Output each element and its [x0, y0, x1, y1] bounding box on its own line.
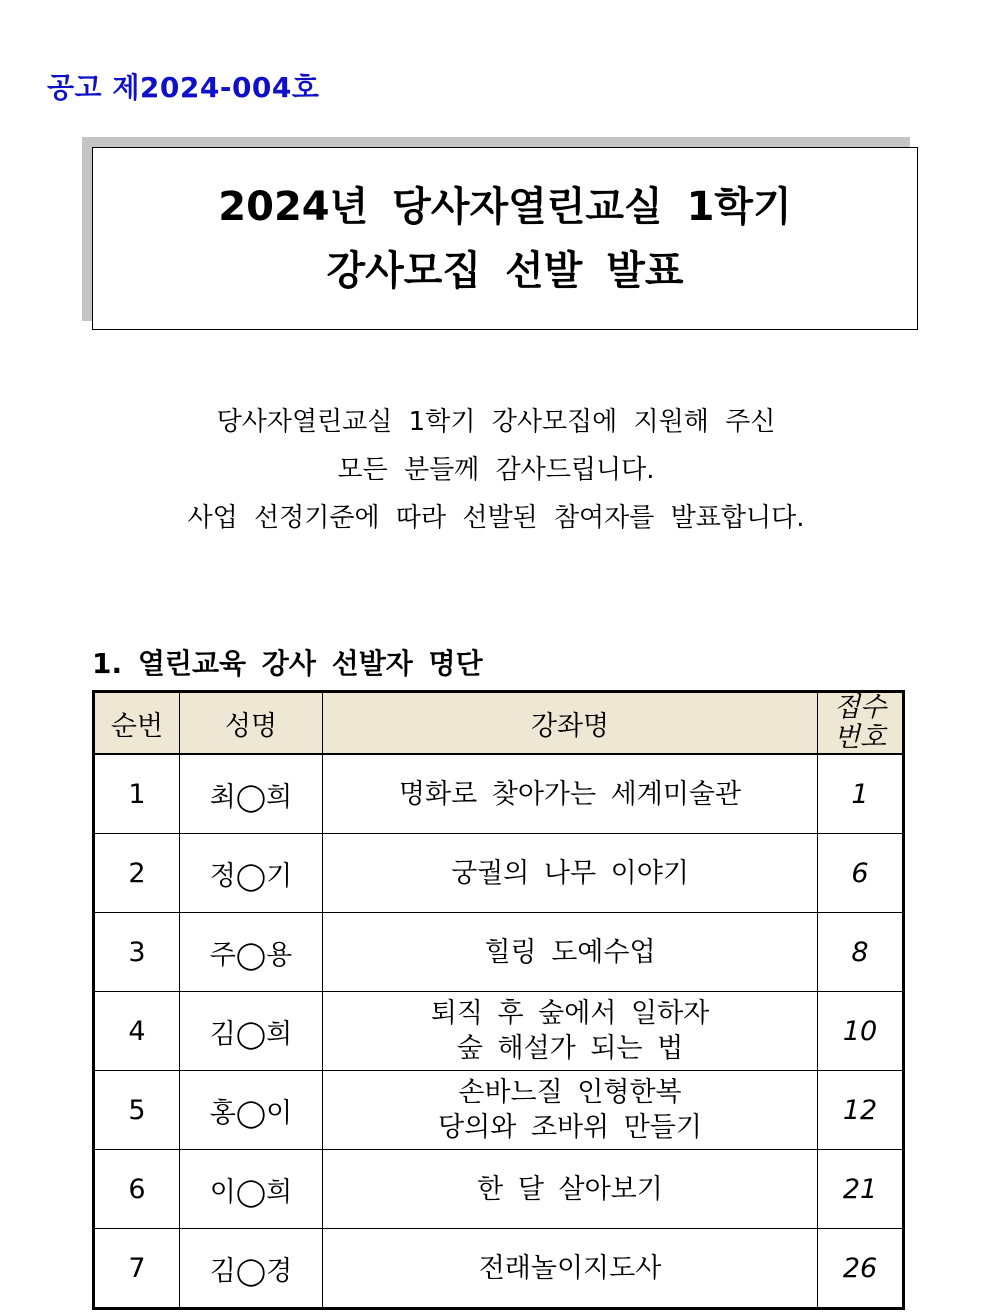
receipt-number: 6: [818, 834, 904, 913]
row-number: 6: [94, 1150, 180, 1229]
course-title-line: 당의와 조바위 만들기: [438, 1112, 702, 1143]
receipt-number: 21: [818, 1150, 904, 1229]
instructor-name: 정◯기: [180, 834, 323, 913]
course-title-line: 퇴직 후 숲에서 일하자: [430, 998, 710, 1029]
receipt-number: 1: [818, 754, 904, 834]
instructor-name: 김◯경: [180, 1229, 323, 1309]
course-title-line: 손바느질 인형한복: [458, 1077, 682, 1108]
title-line-1: 2024년 당사자열린교실 1학기: [218, 183, 792, 230]
course-title-line: 명화로 찾아가는 세계미술관: [398, 778, 742, 810]
course-title-line: 전래놀이지도사: [478, 1252, 662, 1284]
intro-line: 당사자열린교실 1학기 강사모집에 지원해 주신: [216, 407, 776, 437]
course-title: [323, 1071, 818, 1150]
receipt-number: 10: [818, 992, 904, 1071]
receipt-number: 26: [818, 1229, 904, 1309]
instructor-name: 주◯용: [180, 913, 323, 992]
table-row: [94, 1071, 904, 1150]
instructor-name: 김◯희: [180, 992, 323, 1071]
selected-instructors-table: [92, 690, 905, 1310]
row-number: 1: [94, 754, 180, 834]
row-number: 7: [94, 1229, 180, 1309]
row-number: 2: [94, 834, 180, 913]
table-row: [94, 834, 904, 913]
table-row: [94, 754, 904, 834]
receipt-number: 12: [818, 1071, 904, 1150]
course-title: [323, 1229, 818, 1309]
course-title: [323, 754, 818, 834]
course-title: [323, 1150, 818, 1229]
intro-paragraph: [0, 398, 992, 542]
receipt-number: 8: [818, 913, 904, 992]
instructor-name: 홍◯이: [180, 1071, 323, 1150]
intro-line: 사업 선정기준에 따라 선발된 참여자를 발표합니다.: [187, 503, 805, 533]
title-box: [92, 147, 918, 330]
course-title-line: 숲 해설가 되는 법: [456, 1033, 684, 1064]
title-line-2: 강사모집 선발 발표: [326, 247, 684, 294]
section-heading: 1. 열린교육 강사 선발자 명단: [92, 647, 483, 680]
course-title: [323, 992, 818, 1071]
table-header-row: [94, 692, 904, 755]
course-title-line: 힐링 도예수업: [484, 936, 656, 968]
column-header-receipt-line2: 번호: [833, 722, 887, 753]
row-number: 5: [94, 1071, 180, 1150]
table-row: [94, 992, 904, 1071]
instructor-name: 이◯희: [180, 1150, 323, 1229]
table-row: [94, 913, 904, 992]
course-title: [323, 913, 818, 992]
table-body: [94, 754, 904, 1309]
column-header-course: 강좌명: [323, 692, 818, 755]
instructor-name: 최◯희: [180, 754, 323, 834]
column-header-name: 성명: [180, 692, 323, 755]
notice-number: 공고 제2024-004호: [47, 71, 320, 104]
course-title-line: 한 달 살아보기: [477, 1173, 663, 1205]
row-number: 4: [94, 992, 180, 1071]
course-title-line: 궁궐의 나무 이야기: [451, 857, 689, 889]
column-header-receipt-line1: 접수: [833, 692, 887, 723]
column-header-no: 순번: [94, 692, 180, 755]
intro-line: 모든 분들께 감사드립니다.: [337, 455, 655, 485]
table-row: [94, 1229, 904, 1309]
row-number: 3: [94, 913, 180, 992]
table-row: [94, 1150, 904, 1229]
course-title: [323, 834, 818, 913]
column-header-receipt: [818, 692, 904, 755]
